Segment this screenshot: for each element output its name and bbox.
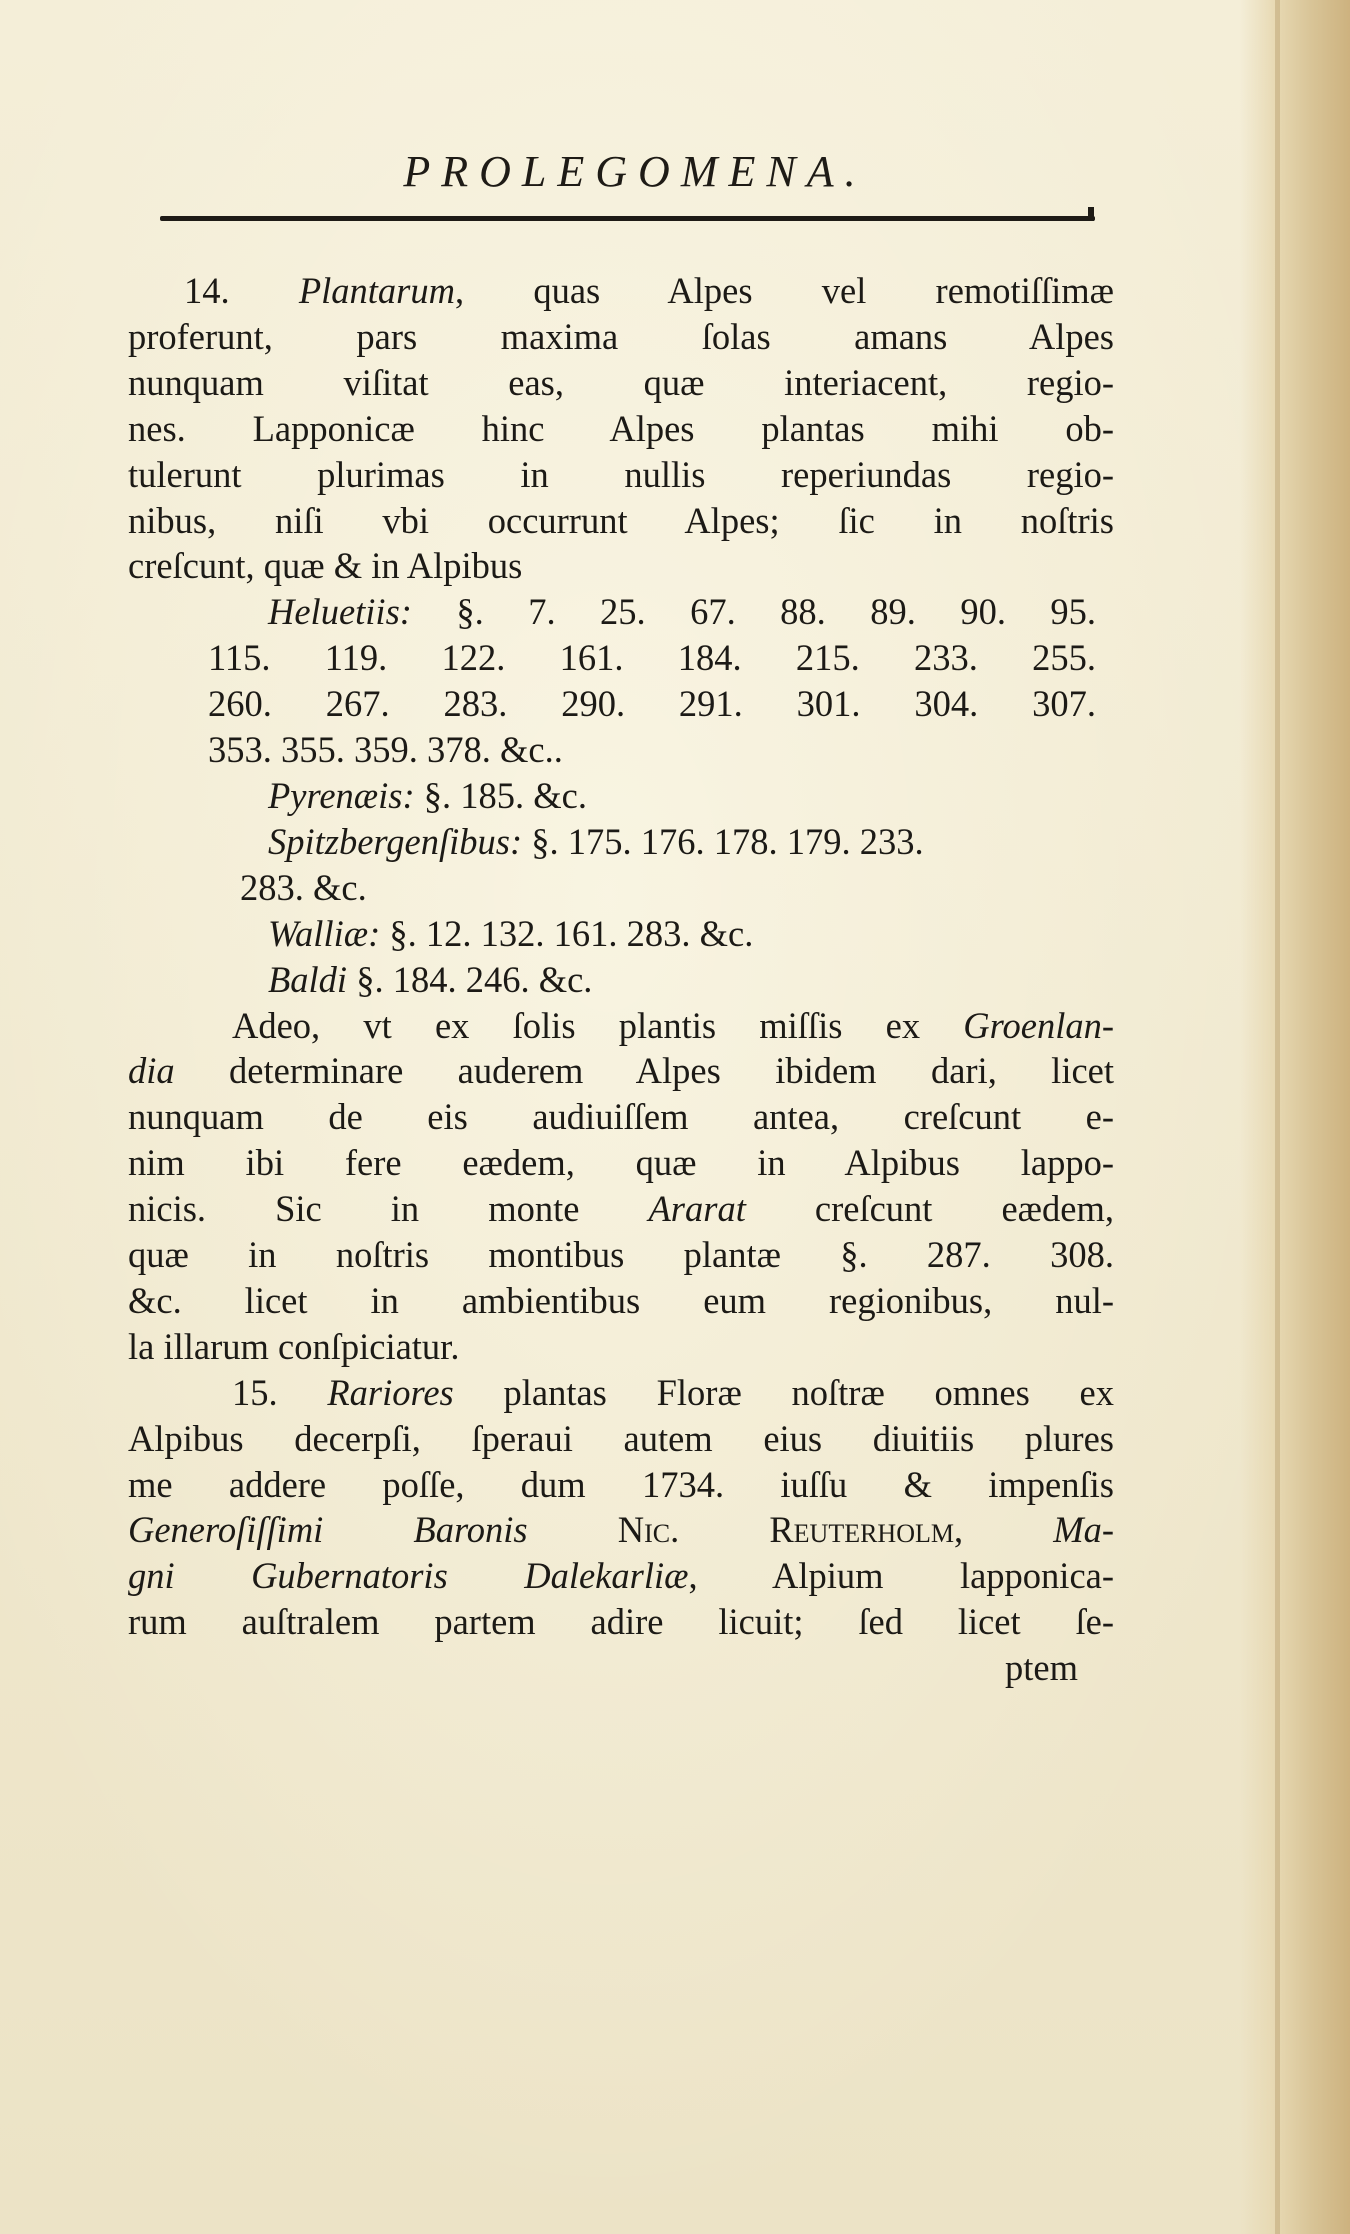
p15-line-3: me addere poſſe, dum 1734. iuſſu & impenſis [128, 1463, 1114, 1505]
p14b-line-8: la illarum conſpiciatur. [128, 1325, 460, 1367]
p14b-line-5: nicis. Sic in monte Ararat creſcunt eædem, [128, 1188, 1114, 1230]
p14-line-6: nibus, niſi vbi occurrunt Alpes; ſic in noſtris [128, 499, 1114, 541]
p14b-line-7: &c. licet in ambientibus eum regionibus, nul- [128, 1279, 1114, 1321]
pyrenaeis-refs: Pyrenæis: §. 185. &c. [268, 774, 587, 816]
page-fore-edge [1240, 0, 1350, 2234]
p14-line-1: 14. Plantarum, quas Alpes vel remotiſſimæ [184, 270, 1114, 311]
p14-line-3: nunquam viſitat eas, quæ interiacent, regio- [128, 361, 1114, 403]
place-label-helvetia: Heluetiis: [268, 591, 412, 633]
section-number-14: 14. [184, 270, 230, 311]
p14-line-5: tulerunt plurimas in nullis reperiundas regio- [128, 453, 1114, 495]
section-number-15: 15. [232, 1371, 278, 1413]
p15-line-6: rum auſtralem partem adire licuit; ſed licet ſe- [128, 1601, 1114, 1643]
p15-line-1: 15. Rariores plantas Floræ noſtræ omnes ex [232, 1371, 1115, 1413]
header-rule-end [1088, 207, 1094, 221]
p15-line-2: Alpibus decerpſi, ſperaui autem eius diuitiis plures [128, 1417, 1114, 1459]
place-label-pyrenaeis: Pyrenæis: [268, 774, 415, 816]
body-text [128, 268, 1115, 1691]
place-label-wallia: Walliæ: [268, 912, 381, 954]
p14b-line-6: quæ in noſtris montibus plantæ §. 287. 308. [128, 1234, 1114, 1276]
place-label-spitzbergen: Spitzbergenſibus: [268, 820, 523, 862]
catchword: ptem [1005, 1647, 1078, 1689]
header-rule [160, 216, 1095, 221]
p14-keyword: Plantarum [298, 270, 455, 311]
p14b-line-3: nunquam de eis audiuiſſem antea, creſcunt e- [128, 1096, 1114, 1138]
baldi-refs: Baldi §. 184. 246. &c. [268, 958, 593, 1000]
p15-line-5: gni Gubernatoris Dalekarliæ, Alpium lapponica- [128, 1555, 1115, 1597]
p14-line-2: proferunt, pars maxima ſolas amans Alpes [128, 315, 1114, 357]
wallia-refs: Walliæ: §. 12. 132. 161. 283. &c. [268, 912, 754, 954]
p14b-line-1: Adeo, vt ex ſolis plantis miſſis ex Groenlan- [232, 1004, 1115, 1046]
spitzbergen-refs-2: 283. &c. [240, 866, 367, 908]
p15-line-4: Generoſiſſimi Baronis Nic. Reuterholm, Ma- [128, 1509, 1115, 1551]
p14-line-7: creſcunt, quæ & in Alpibus [128, 545, 523, 587]
p14b-line-2: dia determinare auderem Alpes ibidem dari, licet [128, 1050, 1115, 1092]
p14b-line-4: nim ibi fere eædem, quæ in Alpibus lappo- [128, 1142, 1114, 1184]
p14-line-4: nes. Lapponicæ hinc Alpes plantas mihi ob- [128, 407, 1114, 449]
helvetia-refs-3: 260. 267. 283. 290. 291. 301. 304. 307. [208, 683, 1096, 725]
person-name: Nic. Reuterholm [617, 1509, 954, 1551]
running-head: PROLEGOMENA. [403, 147, 867, 196]
spitzbergen-refs-1: Spitzbergenſibus: §. 175. 176. 178. 179. 233. [268, 820, 924, 862]
place-label-baldi: Baldi [268, 958, 348, 1000]
helvetia-refs-2: 115. 119. 122. 161. 184. 215. 233. 255. [208, 637, 1096, 679]
helvetia-refs-4: 353. 355. 359. 378. &c.. [208, 729, 563, 771]
helvetia-refs-1: Heluetiis: §. 7. 25. 67. 88. 89. 90. 95. [268, 591, 1097, 633]
page-edge-shadow [1275, 0, 1280, 2234]
